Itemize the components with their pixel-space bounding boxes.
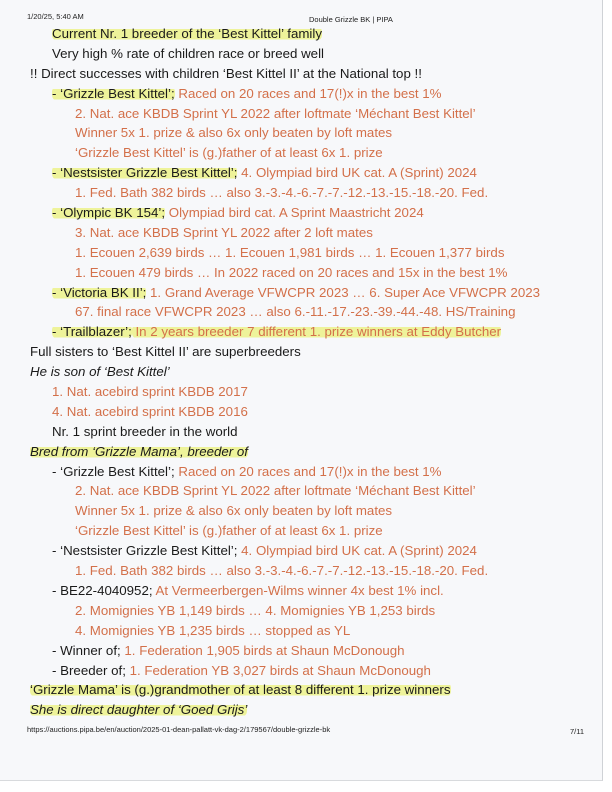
document-body [0,24,600,720]
text-line [0,382,600,402]
text-line [0,243,600,263]
label-text: He is son of ‘Best Kittel’ [30,364,170,380]
text-line [0,223,600,243]
label-text: - ‘Trailblazer’; [52,324,132,340]
text-line [0,481,600,501]
label-text: - ‘Victoria BK II’; [52,284,147,300]
text-line [0,521,600,541]
achievement-text: Olympiad bird cat. A Sprint Maastricht 2024 [165,205,424,221]
label-text: - BE22-4040952; [52,582,153,598]
text-line [0,462,600,482]
achievement-text: 1. Ecouen 2,639 birds … 1. Ecouen 1,981 birds … 1. Ecouen 1,377 birds [75,244,505,260]
text-line [0,641,600,661]
text-line [0,104,600,124]
text-line [0,402,600,422]
text-line [0,123,600,143]
achievement-text: 4. Nat. acebird sprint KBDB 2016 [52,403,248,419]
label-text: She is direct daughter of ‘Goed Grijs’ [30,702,248,718]
achievement-text: 4. Olympiad bird UK cat. A (Sprint) 2024 [237,543,477,559]
label-text: Nr. 1 sprint breeder in the world [52,423,238,439]
label-text: Very high % rate of children race or breed well [52,45,324,61]
text-line [0,661,600,681]
text-line [0,64,600,84]
page-title: Double Grizzle BK | PIPA [309,15,393,24]
text-line [0,601,600,621]
achievement-text: 1. Fed. Bath 382 birds … also 3.-3.-4.-6.-7.-7.-12.-13.-15.-18.-20. Fed. [75,563,489,579]
text-line [0,541,600,561]
label-text: Bred from ‘Grizzle Mama’, breeder of [30,443,248,459]
label-text: - ‘Grizzle Best Kittel’; [52,463,175,479]
achievement-text: Winner 5x 1. prize & also 6x only beaten by loft mates [75,503,393,519]
achievement-text: 4. Olympiad bird UK cat. A (Sprint) 2024 [237,165,477,181]
achievement-text: 1. Ecouen 479 birds … In 2022 raced on 20 races and 15x in the best 1% [75,264,508,280]
achievement-text: Winner 5x 1. prize & also 6x only beaten by loft mates [75,125,393,141]
label-text: - Winner of; [52,642,121,658]
achievement-text: Raced on 20 races and 17(!)x in the best 1% [174,463,442,479]
text-line [0,203,600,223]
label-text: - Breeder of; [52,662,126,678]
text-line [0,24,600,44]
print-timestamp: 1/20/25, 5:40 AM [27,12,84,21]
text-line [0,362,600,382]
text-line [0,342,600,362]
label-text: - ‘Grizzle Best Kittel’; [52,85,175,101]
label-text: - ‘Olympic BK 154’; [52,205,166,221]
achievement-text: ‘Grizzle Best Kittel’ is (g.)father of at least 6x 1. prize [75,523,383,539]
achievement-text: ‘Grizzle Best Kittel’ is (g.)father of at least 6x 1. prize [75,145,383,161]
text-line [0,44,600,64]
achievement-text: 1. Nat. acebird sprint KBDB 2017 [52,384,248,400]
label-text: - ‘Nestsister Grizzle Best Kittel’; [52,543,238,559]
achievement-text: 1. Fed. Bath 382 birds … also 3.-3.-4.-6.-7.-7.-12.-13.-15.-18.-20. Fed. [75,185,489,201]
label-text: ‘Grizzle Mama’ is (g.)grandmother of at least 8 different 1. prize winners [30,682,451,698]
achievement-text: 2. Nat. ace KBDB Sprint YL 2022 after loftmate ‘Méchant Best Kittel’ [75,105,476,121]
achievement-text: 2. Nat. ace KBDB Sprint YL 2022 after loftmate ‘Méchant Best Kittel’ [75,483,476,499]
text-line [0,442,600,462]
text-line [0,263,600,283]
achievement-text: 3. Nat. ace KBDB Sprint YL 2022 after 2 loft mates [75,224,373,240]
achievement-text: Raced on 20 races and 17(!)x in the best 1% [174,85,442,101]
text-line [0,183,600,203]
page-number: 7/11 [570,727,585,736]
achievement-text: 4. Momignies YB 1,235 birds … stopped as YL [75,622,351,638]
achievement-text: 1. Federation YB 3,027 birds at Shaun McDonough [125,662,431,678]
label-text: !! Direct successes with children ‘Best Kittel II’ at the National top !! [30,65,422,81]
label-text: - ‘Nestsister Grizzle Best Kittel’; [52,165,238,181]
text-line [0,283,600,303]
text-line [0,561,600,581]
text-line [0,422,600,442]
achievement-text: 1. Federation 1,905 birds at Shaun McDonough [120,642,405,658]
footer-url: https://auctions.pipa.be/en/auction/2025-01-dean-pallatt-vk-dag-2/179567/double-grizzle-bk [27,725,331,734]
text-line [0,84,600,104]
text-line [0,302,600,322]
label-text: Full sisters to ‘Best Kittel II’ are superbreeders [30,344,301,360]
text-line [0,501,600,521]
text-line [0,322,600,342]
achievement-text: 67. final race VFWCPR 2023 … also 6.-11.-17.-23.-39.-44.-48. HS/Training [75,304,516,320]
achievement-text: 2. Momignies YB 1,149 birds … 4. Momignies YB 1,253 birds [75,602,436,618]
label-text: Current Nr. 1 breeder of the ‘Best Kittel’ family [52,26,322,41]
text-line [0,163,600,183]
text-line [0,581,600,601]
text-line [0,680,600,700]
text-line [0,143,600,163]
text-line [0,700,600,720]
text-line [0,621,600,641]
achievement-text: At Vermeerbergen-Wilms winner 4x best 1% incl. [152,582,444,598]
achievement-text: 1. Grand Average VFWCPR 2023 … 6. Super Ace VFWCPR 2023 [146,284,541,300]
achievement-text: In 2 years breeder 7 different 1. prize winners at Eddy Butcher [131,324,502,340]
